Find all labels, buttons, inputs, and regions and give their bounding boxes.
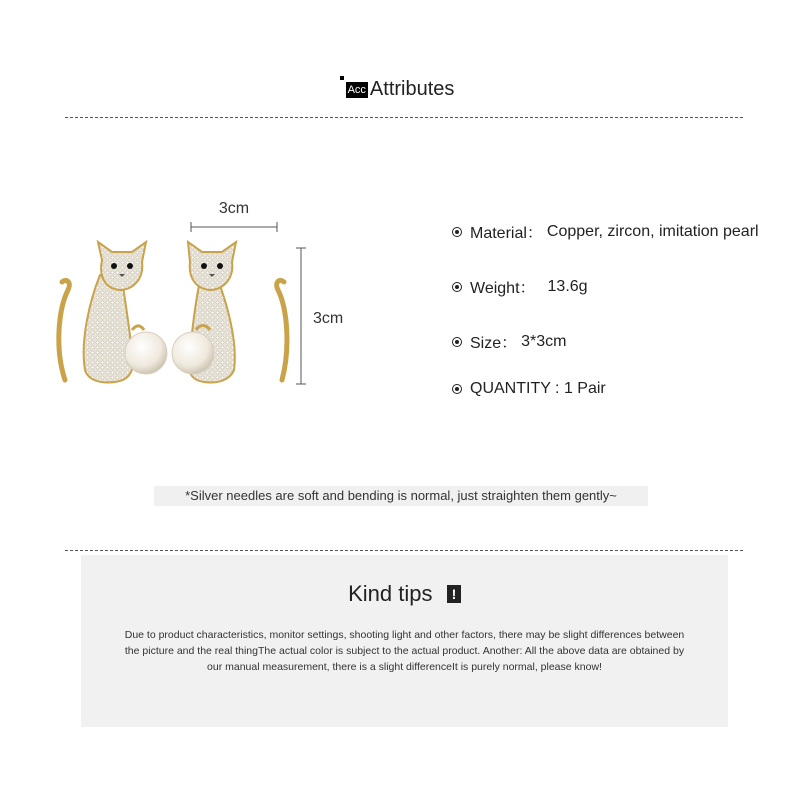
attribute-value: Copper, zircon, imitation pearl bbox=[546, 222, 759, 240]
height-label: 3cm bbox=[313, 310, 344, 327]
attribute-value: 3*3cm bbox=[521, 332, 567, 350]
kind-tips-panel bbox=[81, 555, 728, 727]
attribute-quantity bbox=[452, 380, 606, 398]
top-divider bbox=[65, 117, 743, 118]
exclamation-icon: ! bbox=[447, 585, 461, 603]
attribute-size bbox=[452, 330, 567, 353]
height-dimension bbox=[296, 248, 306, 384]
kind-tips-title: Kind tips bbox=[348, 581, 433, 606]
decorative-dot bbox=[340, 76, 344, 80]
bullet-icon bbox=[452, 282, 462, 292]
attribute-label: QUANTITY : 1 Pair bbox=[470, 380, 606, 397]
attribute-label: Size： bbox=[470, 335, 518, 352]
attribute-value: 13.6g bbox=[547, 277, 588, 295]
attribute-weight bbox=[452, 275, 588, 298]
kind-tips-text: Due to product characteristics, monitor settings, shooting light and other factors, there may be slight differences between the picture and the real thingThe actual color is subject to the actual product. Another: All the above data are obtained by our manual measurement, there is a slight differenceIt is purely normal, please know! bbox=[124, 629, 685, 673]
bullet-icon bbox=[452, 227, 462, 237]
width-label: 3cm bbox=[218, 200, 250, 217]
section-title: Attributes bbox=[369, 78, 455, 100]
bullet-icon bbox=[452, 384, 462, 394]
acc-badge: Acc bbox=[347, 83, 366, 96]
attribute-label: Weight： bbox=[470, 280, 536, 297]
width-dimension bbox=[191, 222, 277, 232]
bottom-divider bbox=[65, 550, 743, 551]
attributes-header bbox=[0, 78, 800, 101]
left-cat-earring bbox=[59, 242, 167, 383]
bullet-icon bbox=[452, 337, 462, 347]
product-image bbox=[40, 190, 350, 410]
right-cat-earring bbox=[172, 242, 287, 383]
attribute-material bbox=[452, 220, 759, 243]
attribute-label: Material： bbox=[470, 225, 543, 242]
silver-needle-note: *Silver needles are soft and bending is normal, just straighten them gently~ bbox=[154, 486, 648, 506]
kind-tips-header bbox=[81, 581, 728, 607]
